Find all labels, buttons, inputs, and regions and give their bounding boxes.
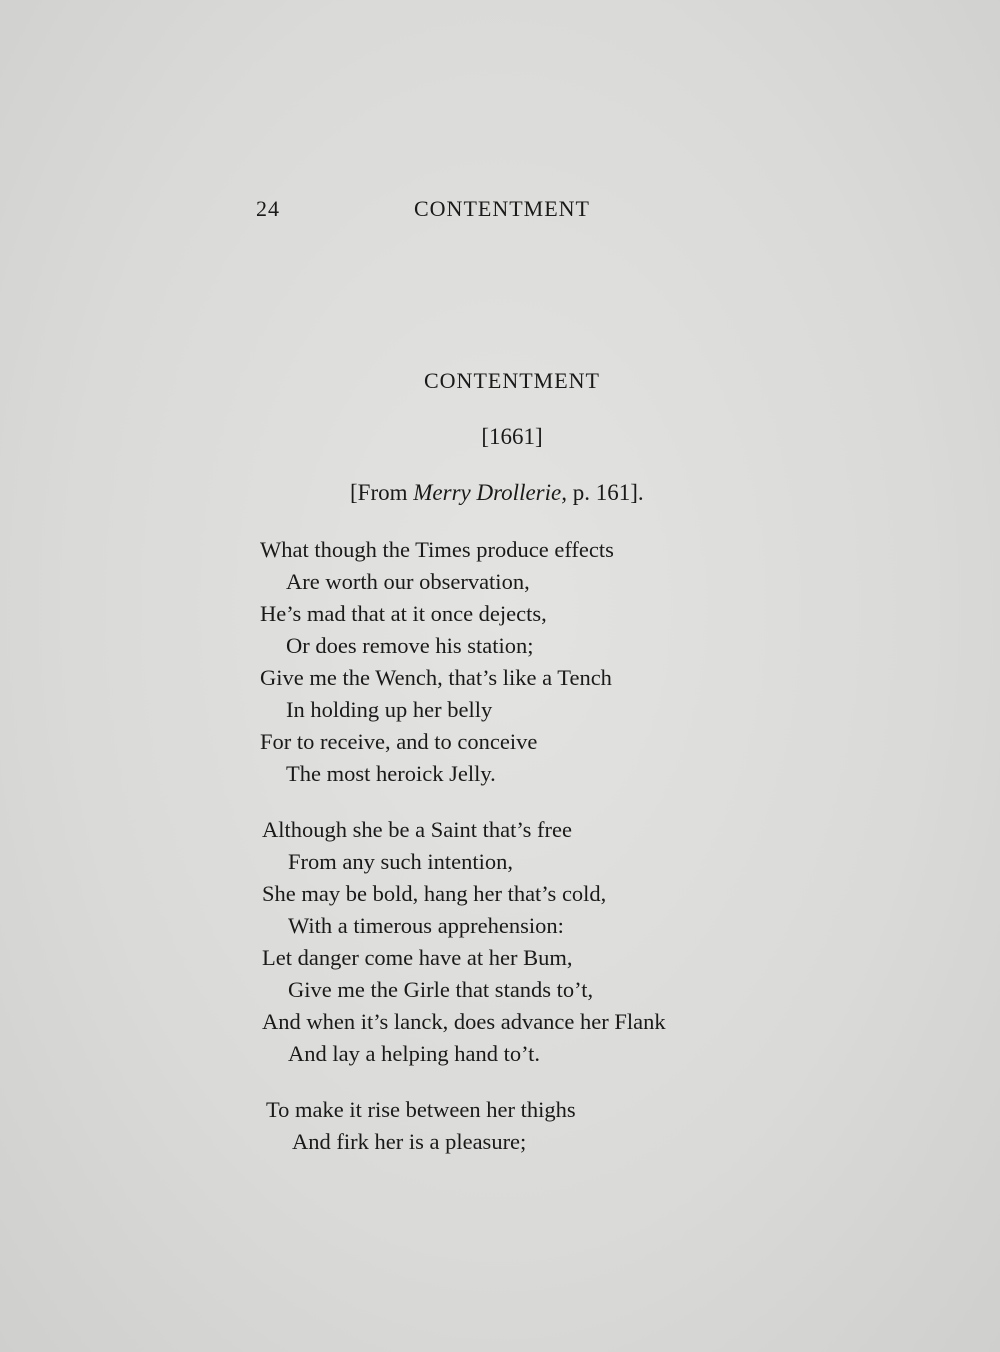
source-note [350,480,644,506]
stanza-2 [262,814,666,1070]
source-work-title: Merry Drollerie, [413,480,567,505]
poem-line: Give me the Girle that stands to’t, [288,977,594,1002]
poem-line: Give me the Wench, that’s like a Tench [260,665,612,690]
page-number: 24 [256,196,280,221]
poem-line: And when it’s lanck, does advance her Flank [262,1009,666,1034]
stanza-3 [266,1094,576,1158]
poem-line: And lay a helping hand to’t. [288,1041,541,1066]
source-prefix: [From [350,480,414,505]
stanza-1 [260,534,614,790]
poem-line: The most heroick Jelly. [286,761,496,786]
poem-line: With a timerous apprehension: [288,913,564,938]
running-title: CONTENTMENT [414,196,590,221]
poem-line: Or does remove his station; [286,633,534,658]
poem-date: [1661] [481,424,543,449]
poem-line: Are worth our observation, [286,569,530,594]
poem-line: She may be bold, hang her that’s cold, [262,881,607,906]
poem-title: CONTENTMENT [424,368,600,393]
poem-line: To make it rise between her thighs [266,1097,576,1122]
poem-line: From any such intention, [288,849,513,874]
running-head [256,196,616,226]
poem-line: And firk her is a pleasure; [292,1129,527,1154]
poem-line: In holding up her belly [286,697,493,722]
poem-line: Although she be a Saint that’s free [262,817,572,842]
poem-line: He’s mad that at it once dejects, [260,601,547,626]
poem-line: For to receive, and to conceive [260,729,538,754]
poem-line: Let danger come have at her Bum, [262,945,573,970]
poem-line: What though the Times produce effects [260,537,614,562]
source-suffix: p. 161]. [566,480,644,505]
